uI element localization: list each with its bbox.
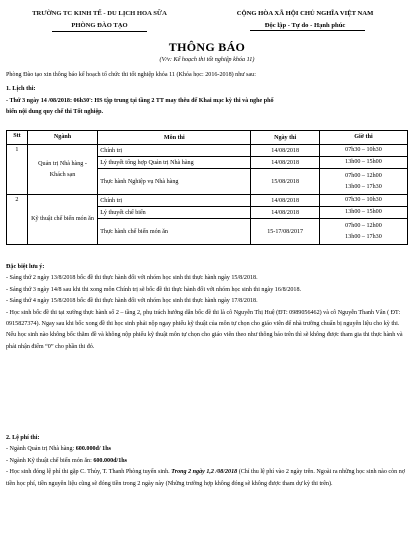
notes-section	[6, 262, 408, 353]
date-cell: 14/08/2018	[251, 195, 320, 207]
payment-dates: Trong 2 ngày 1,2 /08/2018	[171, 469, 238, 476]
table-row	[7, 145, 408, 157]
group-stt: 1	[7, 145, 28, 195]
time-slot: 07h00 – 12h00	[345, 222, 382, 229]
time-cell	[319, 169, 407, 195]
page-title: THÔNG BÁO	[168, 40, 246, 54]
time-cell: 07h30 – 10h30	[319, 145, 407, 157]
time-cell: 13h00 – 15h00	[319, 207, 407, 219]
school-block	[12, 8, 187, 32]
fee-label: - Ngành Kỹ thuật chế biến món ăn:	[6, 457, 94, 464]
date-cell: 14/08/2018	[251, 157, 320, 169]
group-nganh: Kỹ thuật chế biến món ăn	[27, 195, 97, 245]
subject-cell: Lý thuyết tổng hợp Quản trị Nhà hàng	[98, 157, 251, 169]
time-cell: 07h30 – 10h30	[319, 195, 407, 207]
subject-cell: Chính trị	[98, 145, 251, 157]
group-stt: 2	[7, 195, 28, 245]
date-cell: 15-17/08/2017	[251, 219, 320, 245]
payment-suffix: (Chỉ thu lệ phí vào 2 ngày trên. Ngoài ra những học sinh nào còn nợ tiền học phí, tiền nguyên liệu cũng sẽ đóng tiền trong 2 ngày này (Những trường hợp không đóng sẽ không được tham dự kỳ thi trên).	[6, 469, 405, 487]
schedule-note-line1: - Thứ 3 ngày 14 /08/2018: 06h30': HS tập trung tại tầng 2 TT may thêu để Khai mạc kỳ thi và nghe phổ	[6, 98, 274, 104]
group-nganh: Quản trị Nhà hàng - Khách sạn	[27, 145, 97, 195]
header-nganh: Ngành	[27, 131, 97, 145]
fee-item-qtnh	[6, 444, 408, 455]
header-stt: Stt	[7, 131, 28, 145]
schedule-note-line2: biến nội dung quy chế thi Tốt nghiệp.	[6, 109, 104, 116]
motto-underline	[250, 30, 365, 31]
page-subtitle: (V/v: Kế hoạch thi tốt nghiệp khóa 11)	[159, 56, 255, 63]
fee-label: - Ngành Quản trị Nhà hàng:	[6, 446, 76, 453]
time-cell	[319, 219, 407, 245]
nation-motto: Độc lập - Tự do - Hạnh phúc	[264, 22, 346, 29]
note-item: - Sáng thứ 3 ngày 14/8 sau khi thi xong môn Chính trị sẽ bốc đề thi thực hành đối với nhóm học sinh thi ngày 16/8/2018.	[6, 286, 302, 293]
payment-note	[6, 467, 408, 490]
date-cell: 14/08/2018	[251, 145, 320, 157]
fee-value: 600.000đ/1hs	[93, 457, 128, 464]
note-item: - Sáng thứ 2 ngày 13/8/2018 bốc đề thi thực hành đối với nhóm học sinh thi thực hành ngày 15/8/2018.	[6, 275, 258, 282]
note-item: - Học sinh bốc đề thi tại xưởng thực hành số 2 – tầng 2, phụ trách hướng dẫn bốc đề thi là cô Nguyễn Thị Huệ (ĐT: 0989056462) và cô Nguyễn Thanh Vân ( ĐT: 0915827374). Ngay sau khi bốc xong đề thi học sinh phải nộp ngay phiếu kỹ thuật của môn tự chọn cho giáo viên để nhà trường chuẩn bị nguyên liệu cho kỳ thi. Nếu học sinh nào không bốc thăm đề và không nộp phiếu kỹ thuật môn tự chọn cho giáo viên theo như thông báo trên thì sẽ không được tham gia thi thực hành và phải nhận điểm “0” cho phần thi đó.	[6, 309, 403, 350]
time-slot: 13h00 – 17h30	[345, 233, 382, 240]
date-cell: 15/08/2018	[251, 169, 320, 195]
school-name: TRƯỜNG TC KINH TẾ - DU LỊCH HOA SỮA	[32, 10, 167, 17]
time-cell: 13h00 – 15h00	[319, 157, 407, 169]
nation-title: CỘNG HÒA XÃ HỘI CHỦ NGHĨA VIỆT NAM	[236, 10, 374, 17]
header-ngay-thi: Ngày thi	[251, 131, 320, 145]
section-schedule-heading: 1. Lịch thi:	[6, 85, 36, 92]
notes-heading: Đặc biệt lưu ý:	[6, 264, 45, 270]
date-cell: 14/08/2018	[251, 207, 320, 219]
payment-prefix: - Học sinh đóng lệ phí thi gặp C. Thủy, T. Thanh Phòng tuyển sinh.	[6, 469, 172, 476]
subject-cell: Thực hành Nghiệp vụ Nhà hàng	[98, 169, 251, 195]
schedule-note	[6, 96, 408, 119]
fee-heading: 2. Lệ phí thi:	[6, 435, 40, 441]
subject-cell: Lý thuyết chế biến	[98, 207, 251, 219]
intro-text: Phòng Đào tạo xin thông báo kế hoạch tổ chức thi tốt nghiệp khóa 11 (Khóa học: 2016-2018) như sau:	[6, 72, 256, 78]
subject-cell: Thực hành chế biến món ăn	[98, 219, 251, 245]
table-header-row	[7, 131, 408, 145]
fee-item-ktcb	[6, 456, 408, 467]
exam-schedule-table	[6, 130, 408, 245]
header-mon-thi: Môn thi	[98, 131, 251, 145]
fee-value: 600.000đ/ 1hs	[75, 446, 111, 453]
note-item: - Sáng thứ 4 ngày 15/8/2018 bốc đề thi thực hành đối với nhóm học sinh thi thực hành ngày 17/8/2018.	[6, 298, 258, 305]
subject-cell: Chính trị	[98, 195, 251, 207]
time-slot: 07h00 – 12h00	[345, 172, 382, 179]
table-row	[7, 195, 408, 207]
document-header	[0, 8, 414, 38]
fee-section	[6, 433, 408, 490]
department-name: PHÒNG ĐÀO TẠO	[71, 22, 128, 29]
header-gio-thi: Giờ thi	[319, 131, 407, 145]
department-underline	[52, 31, 147, 32]
time-slot: 13h00 – 17h30	[345, 183, 382, 190]
nation-block	[200, 8, 410, 32]
